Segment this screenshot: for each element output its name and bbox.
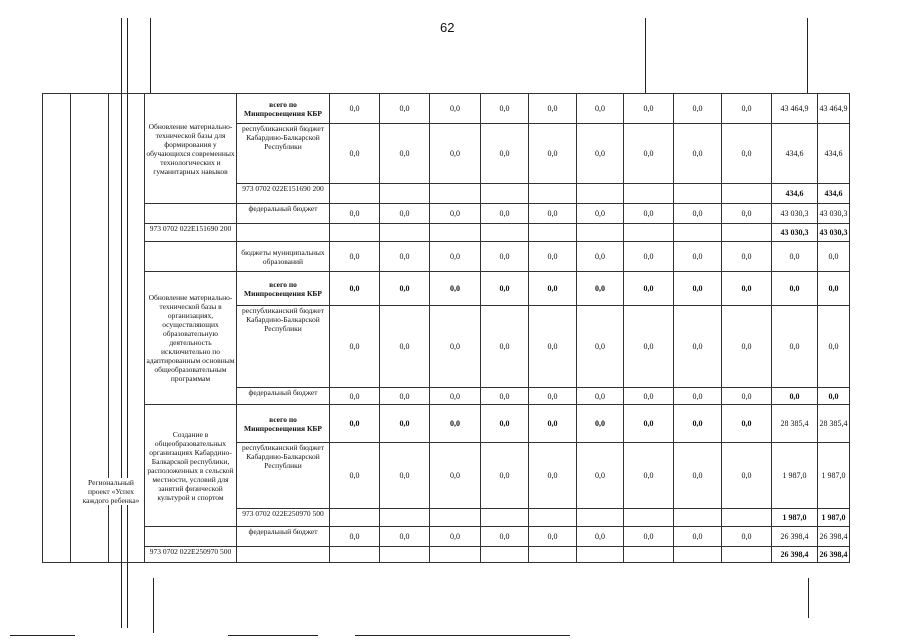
margin-rule: [645, 18, 646, 93]
source-federal: федеральный бюджет: [237, 527, 330, 547]
source-federal: федеральный бюджет: [237, 204, 330, 224]
table-row: Создание в общеобразовательных организациях Кабардино-Балкарской республики, расположенных в сельской местности, условий для занятий физической культурой и спортом всего по Минпросвещения КБР 0,0 0,0 0,0 0,0 0,0 0,0 0,0 0,0 0,0 28 385,4 28 385,4: [43, 405, 850, 443]
budget-code: 973 0702 022E151690 200: [145, 224, 237, 242]
table-row: федеральный бюджет 0,0 0,0 0,0 0,0 0,0 0,0 0,0 0,0 0,0 0,0 0,0: [43, 388, 850, 405]
budget-code: 973 0702 022E250970 500: [237, 509, 330, 527]
table-row: федеральный бюджет 0,0 0,0 0,0 0,0 0,0 0,0 0,0 0,0 0,0 26 398,4 26 398,4: [43, 527, 850, 547]
blank-cell: [43, 94, 71, 563]
source-republic: республиканский бюджет Кабардино-Балкарской Республики: [237, 306, 330, 388]
regional-project-label: Региональный проект «Успех каждого ребенка»: [78, 478, 144, 505]
page-number: 62: [440, 20, 455, 35]
table-row: 973 0702 022E250970 500 26 398,4 26 398,4: [43, 547, 850, 563]
activity-name: Создание в общеобразовательных организациях Кабардино-Балкарской республики, расположенных в сельской местности, условий для занятий физической культурой и спортом: [145, 405, 237, 527]
margin-rule: [150, 18, 151, 93]
source-total: всего по Минпросвещения КБР: [237, 405, 330, 443]
budget-table: [42, 93, 850, 563]
source-republic: республиканский бюджет Кабардино-Балкарской Республики: [237, 124, 330, 184]
bottom-rule: [10, 635, 75, 636]
margin-rule: [807, 18, 808, 93]
budget-code: 973 0702 022E250970 500: [145, 547, 237, 563]
table-row: республиканский бюджет Кабардино-Балкарской Республики 0,0 0,0 0,0 0,0 0,0 0,0 0,0 0,0 0,0 434,6 434,6: [43, 124, 850, 184]
table-row: федеральный бюджет 0,0 0,0 0,0 0,0 0,0 0,0 0,0 0,0 0,0 43 030,3 43 030,3: [43, 204, 850, 224]
activity-name: Обновление материально-технической базы для формирования у обучающихся современных технологических и гуманитарных навыков: [145, 94, 237, 204]
bottom-rule: [228, 635, 318, 636]
table-row: республиканский бюджет Кабардино-Балкарской Республики 0,0 0,0 0,0 0,0 0,0 0,0 0,0 0,0 0,0 1 987,0 1 987,0: [43, 443, 850, 509]
table-row: 973 0702 022E250970 500 1 987,0 1 987,0: [43, 509, 850, 527]
source-total: всего по Минпросвещения КБР: [237, 272, 330, 306]
margin-rule: [808, 578, 809, 618]
table-row: 973 0702 022E151690 200 43 030,3 43 030,3: [43, 224, 850, 242]
table-row: Обновление материально-технической базы для формирования у обучающихся современных технологических и гуманитарных навыков всего по Минпросвещения КБР 0,0 0,0 0,0 0,0 0,0 0,0 0,0 0,0 0,0 43 464,9 43 464,9: [43, 94, 850, 124]
table-row: бюджеты муниципальных образований 0,0 0,0 0,0 0,0 0,0 0,0 0,0 0,0 0,0 0,0 0,0: [43, 242, 850, 272]
budget-code: 973 0702 022E151690 200: [237, 184, 330, 204]
bottom-rule: [355, 635, 570, 636]
source-total: всего по Минпросвещения КБР: [237, 94, 330, 124]
table-row: 973 0702 022E151690 200 434,6 434,6: [43, 184, 850, 204]
activity-name: Обновление материально-технической базы в организациях, осуществляющих образовательную деятельность исключительно по адаптированным основным общеобразовательным программам: [145, 272, 237, 405]
source-municipal: бюджеты муниципальных образований: [237, 242, 330, 272]
table-row: Обновление материально-технической базы в организациях, осуществляющих образовательную деятельность исключительно по адаптированным основным общеобразовательным программам всего по Минпросвещения КБР 0,0 0,0 0,0 0,0 0,0 0,0 0,0 0,0 0,0 0,0 0,0: [43, 272, 850, 306]
source-republic: республиканский бюджет Кабардино-Балкарской Республики: [237, 443, 330, 509]
table-row: республиканский бюджет Кабардино-Балкарской Республики 0,0 0,0 0,0 0,0 0,0 0,0 0,0 0,0 0,0 0,0 0,0: [43, 306, 850, 388]
margin-rule: [153, 578, 154, 633]
source-federal: федеральный бюджет: [237, 388, 330, 405]
